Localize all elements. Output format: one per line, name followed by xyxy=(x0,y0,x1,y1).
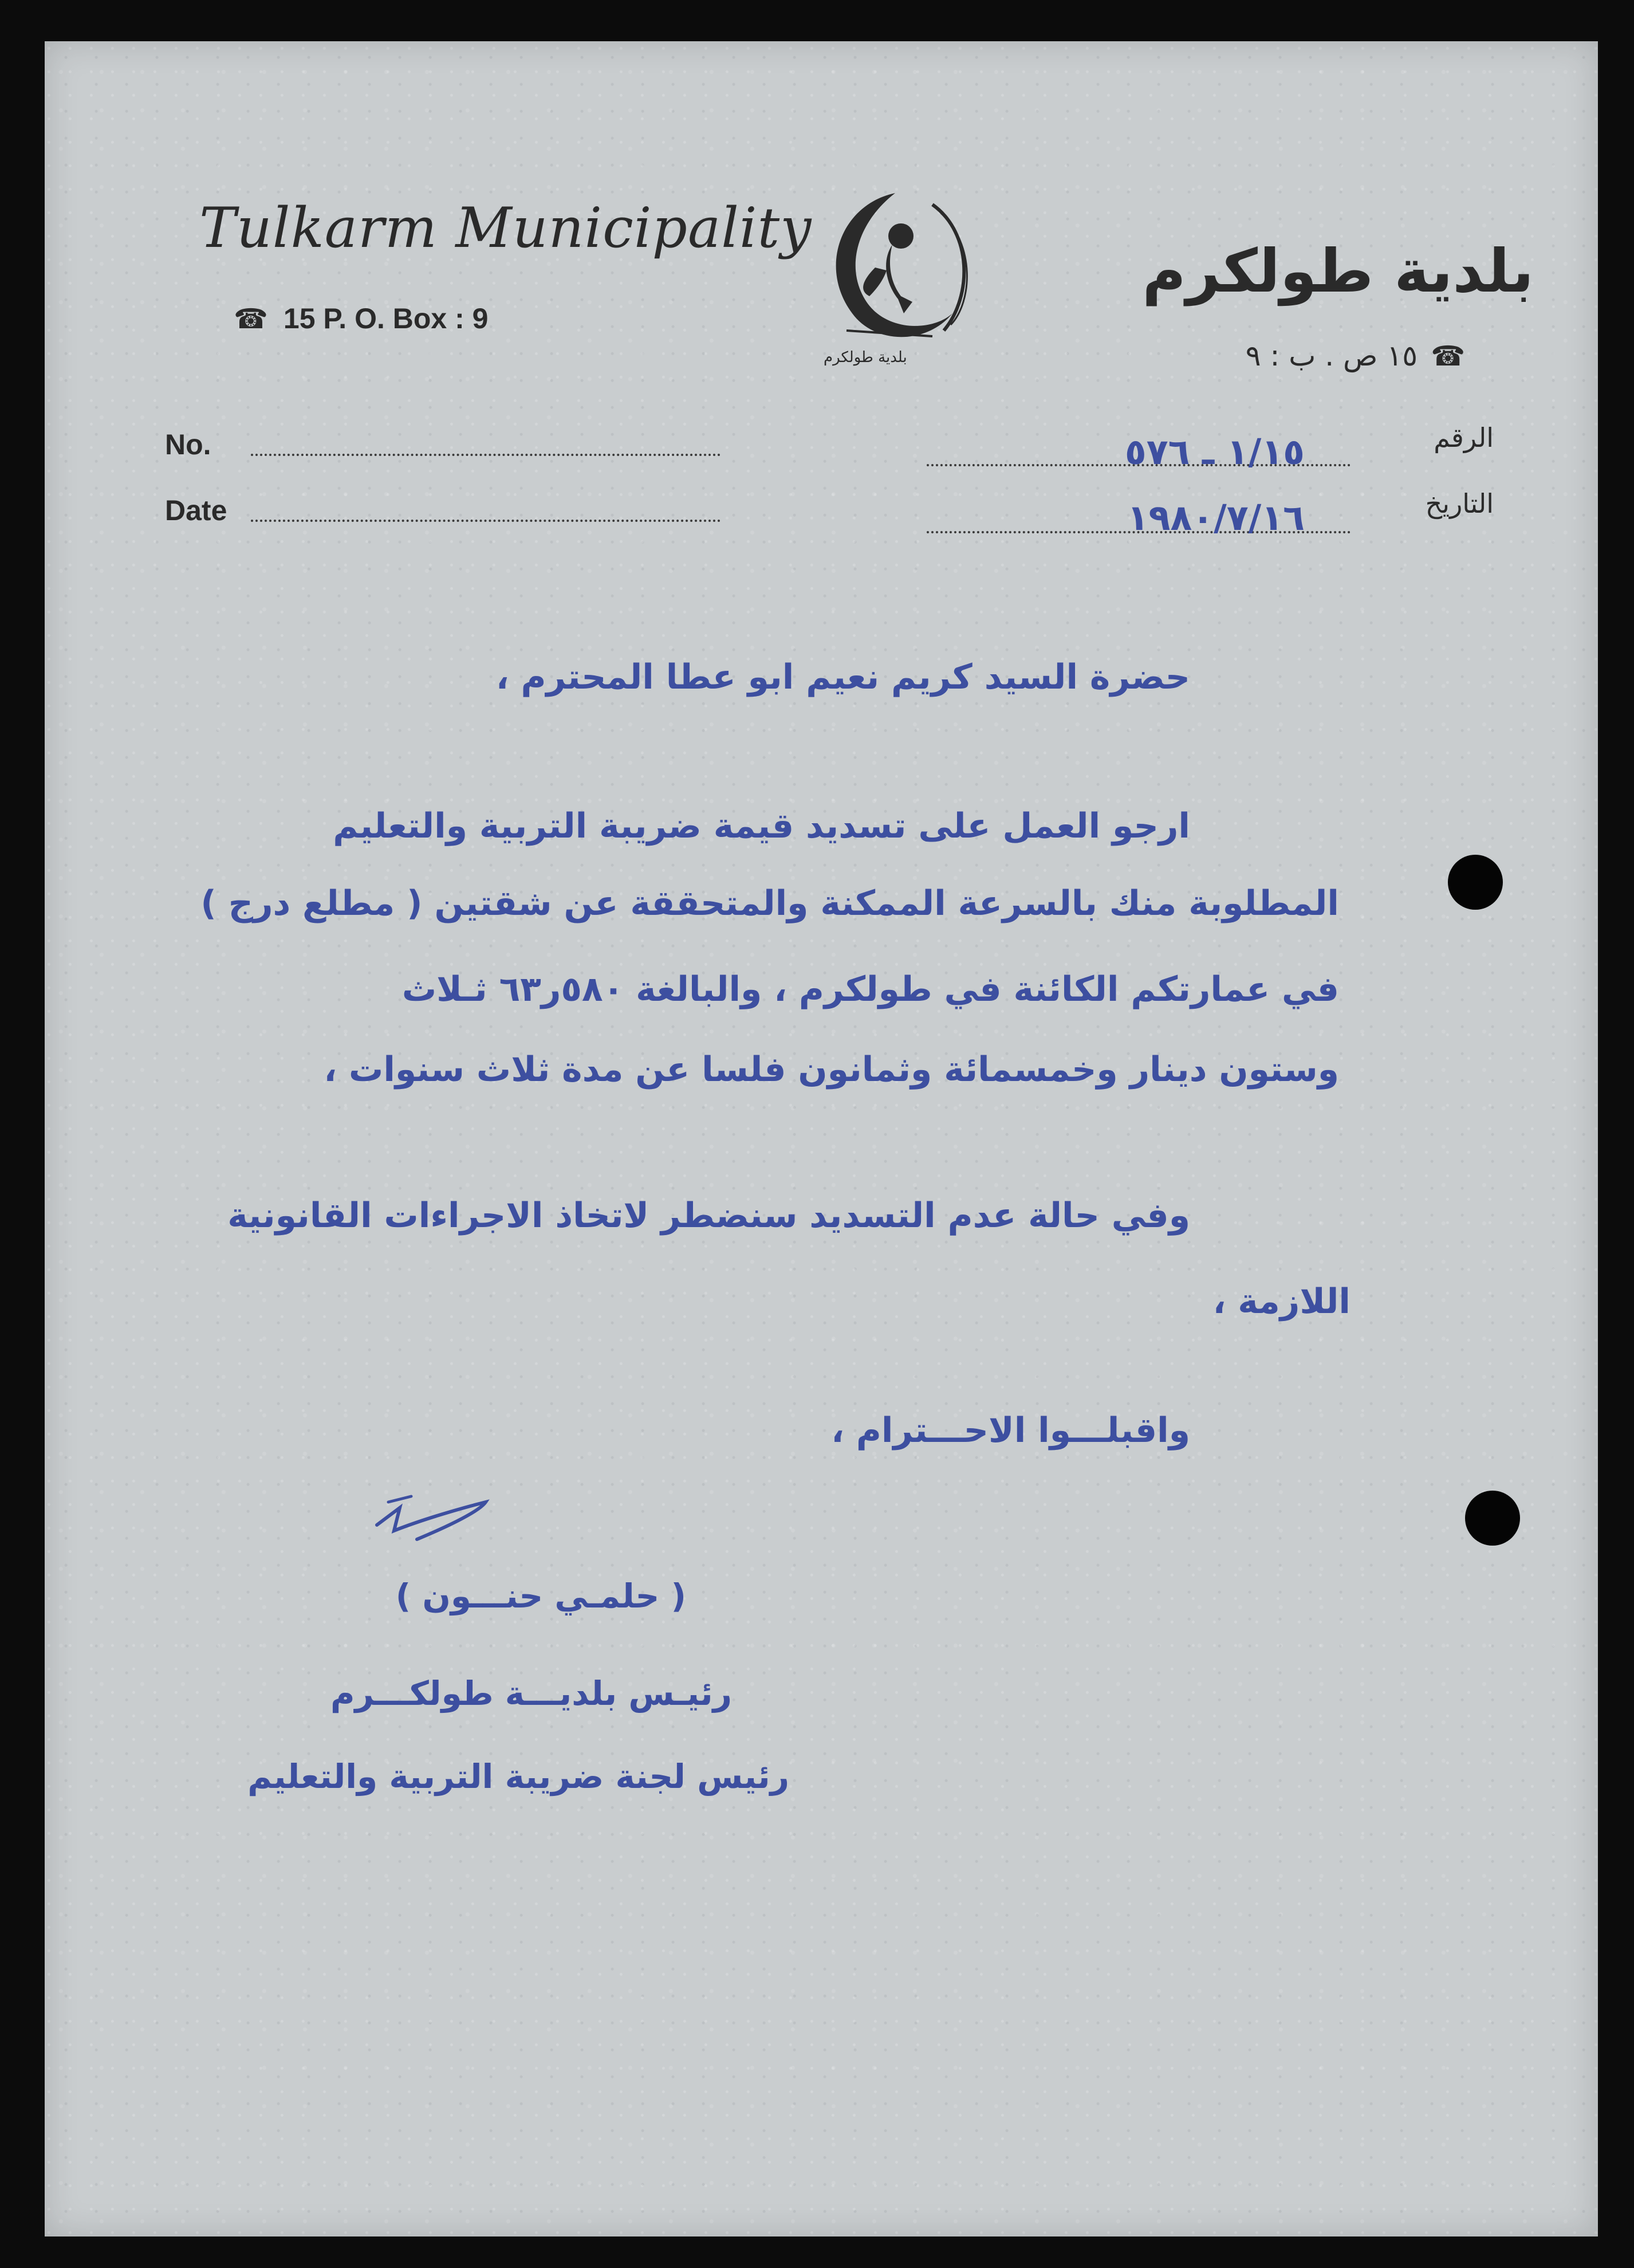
arabic-po-box: ١٥ ص . ب : ٩ xyxy=(1245,339,1418,372)
signatory-title-committee: رئيس لجنة ضريبة التربية والتعليم xyxy=(247,1757,789,1796)
crescent-bird-emblem-icon xyxy=(801,182,978,371)
date-value: ١٩٨٠/٧/١٦ xyxy=(1127,497,1305,538)
date-label-arabic: التاريخ xyxy=(1425,488,1494,519)
no-label: No. xyxy=(165,429,211,461)
paragraph1-line4: وستون دينار وخمسمائة وثمانون فلسا عن مدة ثلاث سنوات ، xyxy=(324,1050,1339,1090)
telephone-icon-arabic: ☎ xyxy=(1431,340,1465,372)
letter-paper xyxy=(45,41,1598,2236)
salutation: حضرة السيد كريم نعيم ابو عطا المحترم ، xyxy=(495,657,1190,697)
punch-hole-top xyxy=(1448,855,1503,910)
logo-caption: بلدية طولكرم xyxy=(824,349,907,366)
paragraph1-line3: في عمارتكم الكائنة في طولكرم ، والبالغة ٥٨٠ر٦٣ ثـلاث xyxy=(401,969,1339,1009)
paragraph2-line1: وفي حالة عدم التسديد سنضطر لاتخاذ الاجراءات القانونية xyxy=(227,1196,1190,1236)
paragraph1-line2: المطلوبة منك بالسرعة الممكنة والمتحققة عن شقتين ( مطلع درج ) xyxy=(200,883,1339,923)
paragraph1-line1: ارجو العمل على تسديد قيمة ضريبة التربية والتعليم xyxy=(333,806,1190,846)
telephone-icon: ☎ xyxy=(234,303,268,335)
letterhead-english-contact xyxy=(234,302,488,335)
ref-number-value: ١/١٥ ـ ٥٧٦ xyxy=(1124,431,1305,473)
punch-hole-bottom xyxy=(1465,1491,1520,1546)
signatory-title-mayor: رئيـس بلديـــة طولكـــرم xyxy=(330,1674,732,1713)
ref-label-arabic: الرقم xyxy=(1434,422,1494,453)
municipality-logo xyxy=(801,182,978,371)
date-dotted-line xyxy=(251,520,720,522)
letterhead-arabic-title: بلدية طولكرم xyxy=(1142,236,1534,306)
signatory-name: ( حلمـي حنـــون ) xyxy=(395,1577,686,1615)
letterhead-arabic-contact xyxy=(1121,339,1465,372)
no-dotted-line xyxy=(251,454,720,456)
letterhead-english-title: Tulkarm Municipality xyxy=(199,196,812,260)
closing: واقبلـــوا الاحـــترام ، xyxy=(831,1410,1190,1451)
english-po-box: 15 P. O. Box : 9 xyxy=(283,302,489,335)
date-label: Date xyxy=(165,494,227,526)
signature-scribble xyxy=(365,1485,514,1554)
paragraph2-line2: اللازمة ، xyxy=(1212,1282,1350,1322)
